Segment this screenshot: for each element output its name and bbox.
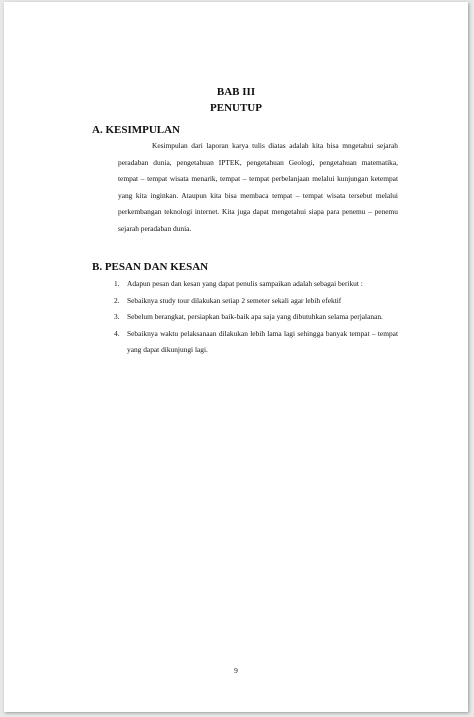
list-item-number: 2. xyxy=(114,295,120,305)
list-item xyxy=(104,276,398,293)
list-item-text: Sebaiknya waktu pelaksanaan dilakukan lebih lama lagi sehingga banyak tempat – tempat yang dapat dikunjungi lagi. xyxy=(127,328,398,354)
list-item xyxy=(104,293,398,310)
list-item-text: Sebelum berangkat, persiapkan baik-baik apa saja yang dibutuhkan selama perjalanan. xyxy=(127,312,383,321)
list-item xyxy=(104,326,398,359)
page-number: 9 xyxy=(234,666,238,675)
document-page xyxy=(4,2,468,712)
pesan-kesan-list xyxy=(104,276,398,359)
section-a-heading: A. KESIMPULAN xyxy=(92,124,181,136)
list-item-number: 4. xyxy=(114,328,120,338)
list-item-text: Adapun pesan dan kesan yang dapat penulis sampaikan adalah sebagai berikut : xyxy=(127,279,363,288)
list-item-text: Sebaiknya study tour dilakukan setiap 2 semeter sekali agar lebih efektif xyxy=(127,295,342,305)
section-a-paragraph: Kesimpulan dari laporan karya tulis diatas adalah kita bisa mngetahui sejarah peradaban dunia, pengetahuan IPTEK, pengetahuan Geologi, pengetahuan matematika, tempat – tempat wisata menarik, tempat – tempat perbelanjaan melalui kunjungan ketempat yang kita inginkan. Ataupun kita bisa membaca tempat – tempat wisata tersebut melalui perkembangan teknologi internet. Kita juga dapat mengetahui siapa para penemu – penemu sejarah peradaban dunia. xyxy=(118,141,398,233)
chapter-number: BAB III xyxy=(216,86,256,98)
list-item xyxy=(104,309,398,326)
section-b-heading: B. PESAN DAN KESAN xyxy=(92,261,209,273)
chapter-title: PENUTUP xyxy=(210,102,262,114)
list-item-number: 1. xyxy=(114,279,120,288)
list-item-number: 3. xyxy=(114,312,120,321)
